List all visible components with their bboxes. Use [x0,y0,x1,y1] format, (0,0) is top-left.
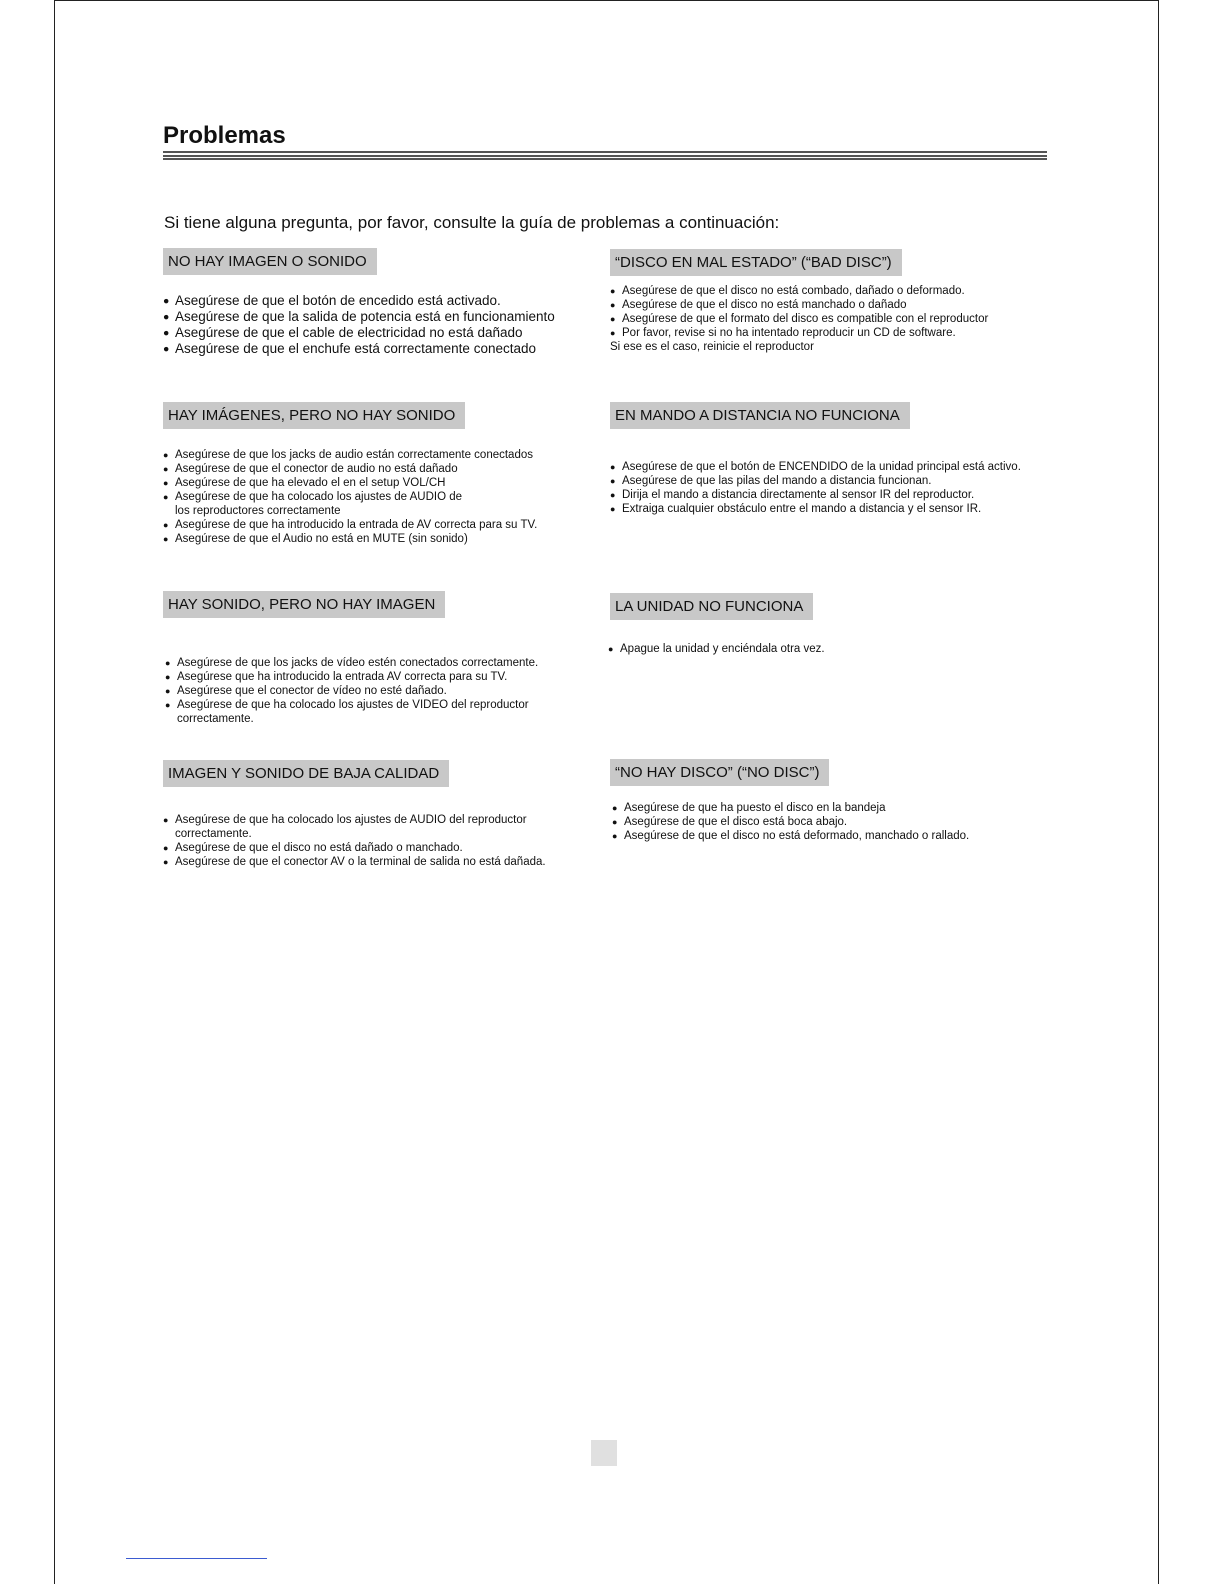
section-sound-no-picture [163,591,538,726]
section-remote-not-working [610,402,1021,516]
page-border-top [54,0,1159,1]
list-item: ● Asegúrese de que el conector de audio no está dañado [163,462,537,476]
section-poor-quality [163,760,546,869]
section-list [163,813,546,869]
list-item: ● Asegúrese que ha introducido la entrada AV correcta para su TV. [165,670,538,684]
list-item: ● Asegúrese de que ha puesto el disco en la bandeja [612,801,969,815]
list-item: ● Apague la unidad y enciéndala otra vez. [608,642,825,656]
list-item: ● Asegúrese de que el botón de ENCENDIDO de la unidad principal está activo. [610,460,1021,474]
list-item: ● Dirija el mando a distancia directamente al sensor IR del reproductor. [610,488,1021,502]
list-item [165,698,538,726]
list-item-continuation: los reproductores correctamente [175,505,341,517]
list-item: ● Asegúrese de que el botón de encedido está activado. [163,293,555,309]
page-border-left [54,0,55,1584]
list-item: ● Extraiga cualquier obstáculo entre el mando a distancia y el sensor IR. [610,502,1021,516]
list-item: ● Asegúrese de que el disco está boca abajo. [612,815,969,829]
list-item: ● Asegúrese de que la salida de potencia está en funcionamiento [163,309,555,325]
section-heading: NO HAY IMAGEN O SONIDO [163,248,377,275]
list-item: ● Por favor, revise si no ha intentado reproducir un CD de software. [610,326,988,340]
title-rule [163,151,1047,160]
list-item: ● Asegúrese de que el cable de electricidad no está dañado [163,325,555,341]
list-item-text: Asegúrese de que ha colocado los ajustes de VIDEO del reproductor [177,699,529,711]
list-item: ● Asegúrese de que los jacks de vídeo estén conectados correctamente. [165,656,538,670]
section-list [608,642,825,656]
section-note: Si ese es el caso, reinicie el reproductor [610,341,814,353]
section-list [612,801,969,843]
list-item-text: Asegúrese de que ha colocado los ajustes de AUDIO del reproductor [175,814,527,826]
section-heading: HAY SONIDO, PERO NO HAY IMAGEN [163,591,445,618]
section-list [610,284,988,340]
list-item: ● Asegúrese de que el disco no está dañado o manchado. [163,841,546,855]
list-item: ● Asegúrese de que el disco no está manchado o dañado [610,298,988,312]
list-item [163,813,546,841]
list-item: ● Asegúrese de que el disco no está deformado, manchado o rallado. [612,829,969,843]
list-item: ● Asegúrese de que los jacks de audio están correctamente conectados [163,448,537,462]
section-no-picture-no-sound [163,248,555,357]
list-item: ● Asegúrese de que el conector AV o la terminal de salida no está dañada. [163,855,546,869]
section-list [163,448,537,546]
list-item: ● Asegúrese de que las pilas del mando a distancia funcionan. [610,474,1021,488]
list-item: ● Asegúrese de que el enchufe está correctamente conectado [163,341,555,357]
page-title: Problemas [163,122,286,149]
section-bad-disc [610,249,988,354]
page-border-right [1158,0,1159,1584]
section-list [163,293,555,357]
footer-line [126,1558,267,1559]
list-item: ● Asegúrese de que el formato del disco es compatible con el reproductor [610,312,988,326]
section-heading: EN MANDO A DISTANCIA NO FUNCIONA [610,402,910,429]
page-number-box [591,1440,617,1466]
intro-text: Si tiene alguna pregunta, por favor, consulte la guía de problemas a continuación: [164,213,780,232]
list-item: ● Asegúrese que el conector de vídeo no esté dañado. [165,684,538,698]
section-list [165,656,538,726]
section-picture-no-sound [163,402,537,546]
list-item: ● Asegúrese de que ha introducido la entrada de AV correcta para su TV. [163,518,537,532]
section-heading: LA UNIDAD NO FUNCIONA [610,593,813,620]
section-heading: “DISCO EN MAL ESTADO” (“BAD DISC”) [610,249,902,276]
list-item: ● Asegúrese de que ha elevado el en el setup VOL/CH [163,476,537,490]
list-item: ● Asegúrese de que el disco no está combado, dañado o deformado. [610,284,988,298]
section-unit-not-working [610,593,825,656]
list-item-continuation: correctamente. [177,713,254,725]
list-item-continuation: correctamente. [175,828,252,840]
section-heading: “NO HAY DISCO” (“NO DISC”) [610,759,829,786]
list-item [163,490,537,518]
list-item: ● Asegúrese de que el Audio no está en MUTE (sin sonido) [163,532,537,546]
list-item-text: Asegúrese de que ha colocado los ajustes de AUDIO de [175,491,463,503]
section-list [610,460,1021,516]
section-heading: HAY IMÁGENES, PERO NO HAY SONIDO [163,402,465,429]
section-no-disc [610,759,969,843]
section-heading: IMAGEN Y SONIDO DE BAJA CALIDAD [163,760,449,787]
